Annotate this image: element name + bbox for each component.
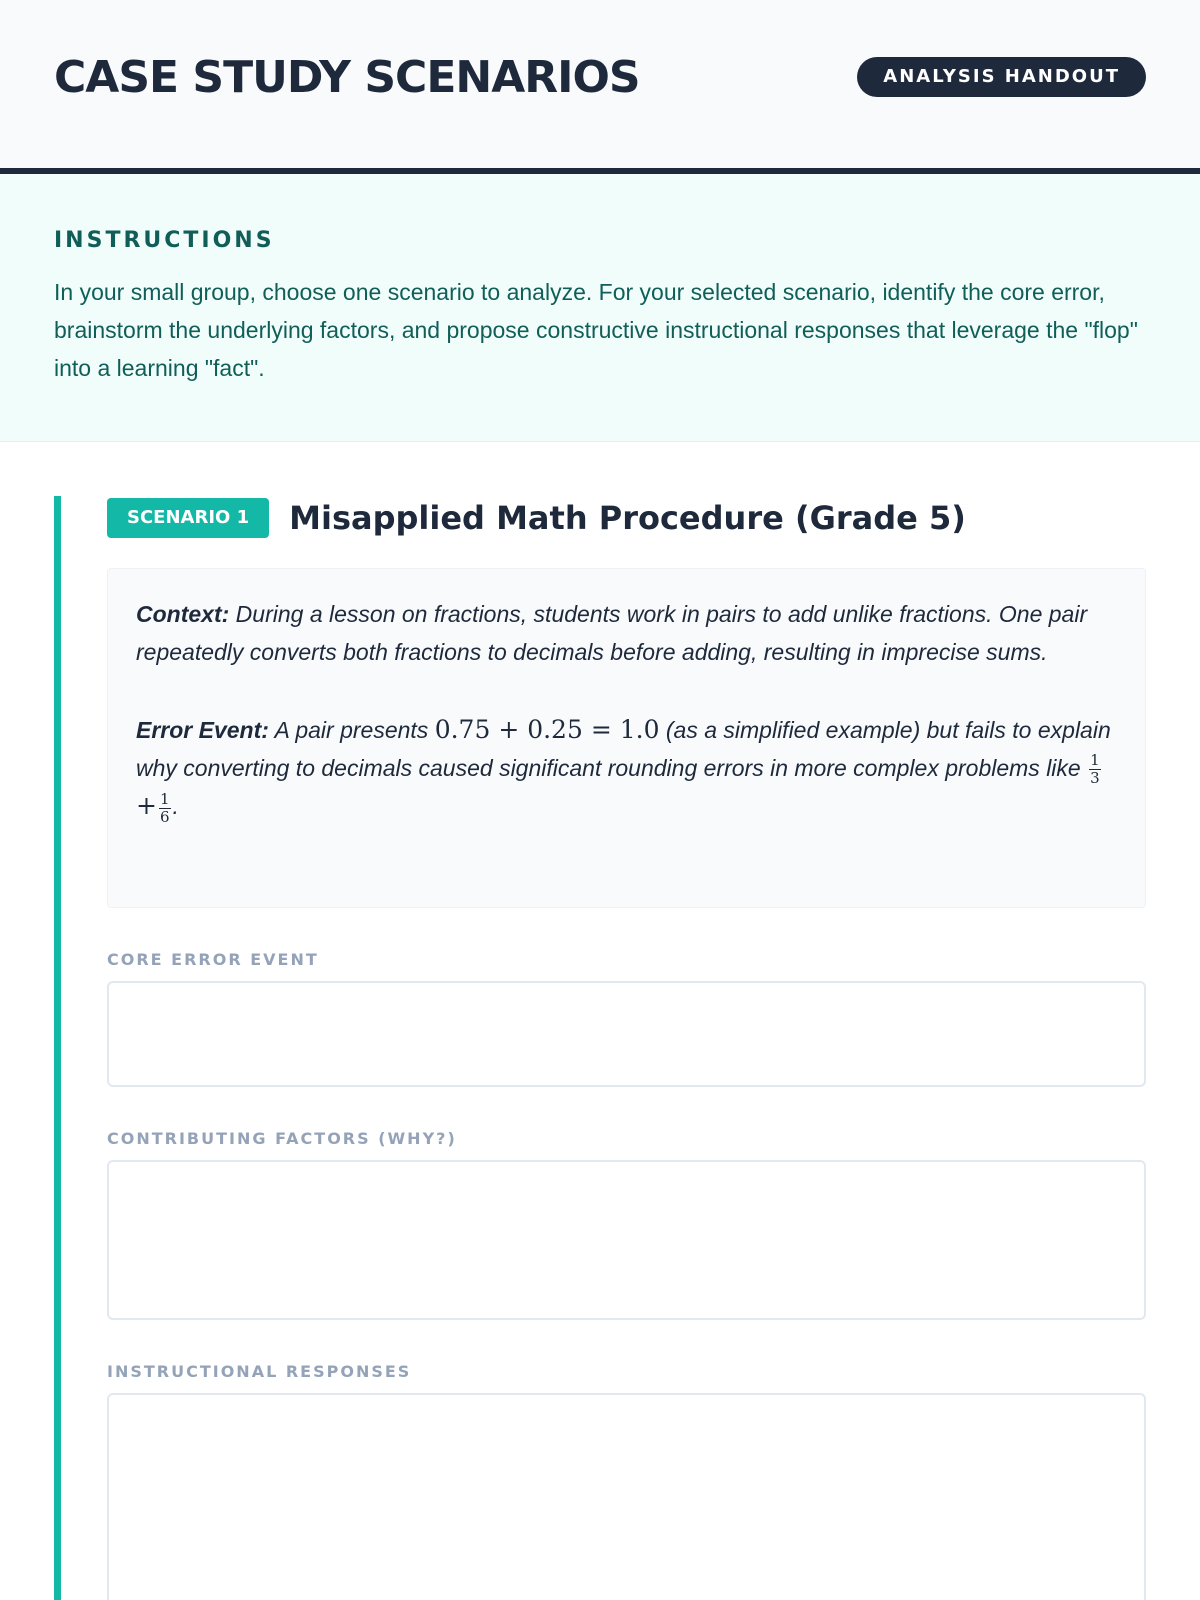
context-paragraph [136, 595, 1117, 671]
fraction-plus-sign: + [136, 791, 157, 821]
fraction-one-sixth [159, 791, 171, 826]
context-box [107, 568, 1146, 908]
page-header [0, 0, 1200, 174]
context-text: During a lesson on fractions, students work in pairs to add unlike fractions. One pair repeatedly converts both fractions to decimals before adding, resulting in imprecise sums. [136, 601, 1088, 665]
error-event-text-1: A pair presents [268, 717, 435, 743]
scenario-card [54, 496, 1146, 1600]
core-error-field[interactable] [107, 981, 1146, 1087]
core-error-label: CORE ERROR EVENT [107, 950, 319, 969]
error-event-math: 0.75 + 0.25 = 1.0 [434, 715, 660, 744]
fraction-denominator: 6 [159, 807, 170, 826]
error-event-text-2: (as a simplified example) but fails to explain why converting to decimals caused significant rounding errors in more complex problems like [136, 717, 1111, 781]
page-title: CASE STUDY SCENARIOS [54, 51, 640, 103]
instructions-heading: INSTRUCTIONS [54, 228, 275, 253]
fraction-one-third [1089, 752, 1101, 787]
handout-badge: ANALYSIS HANDOUT [857, 57, 1146, 97]
scenario-header [107, 496, 1146, 540]
fraction-numerator: 1 [1090, 751, 1100, 770]
error-event-label: Error Event: [136, 717, 269, 743]
instructional-responses-field[interactable] [107, 1393, 1146, 1600]
scenario-title: Misapplied Math Procedure (Grade 5) [289, 499, 966, 537]
instructions-text: In your small group, choose one scenario to analyze. For your selected scenario, identify the core error, brainstorm the underlying factors, and propose constructive instructional responses that leverage the "flop" into a learning "fact". [54, 279, 1138, 381]
contributing-factors-field[interactable] [107, 1160, 1146, 1320]
fraction-denominator: 3 [1090, 769, 1100, 788]
fraction-numerator: 1 [159, 789, 170, 808]
context-label: Context: [136, 601, 230, 627]
instructions-section [0, 174, 1200, 442]
contributing-factors-label: CONTRIBUTING FACTORS (WHY?) [107, 1129, 457, 1148]
error-event-paragraph [136, 711, 1117, 826]
instructional-responses-label: INSTRUCTIONAL RESPONSES [107, 1362, 412, 1381]
error-event-end: . [172, 793, 179, 820]
scenario-tag: SCENARIO 1 [107, 498, 269, 538]
